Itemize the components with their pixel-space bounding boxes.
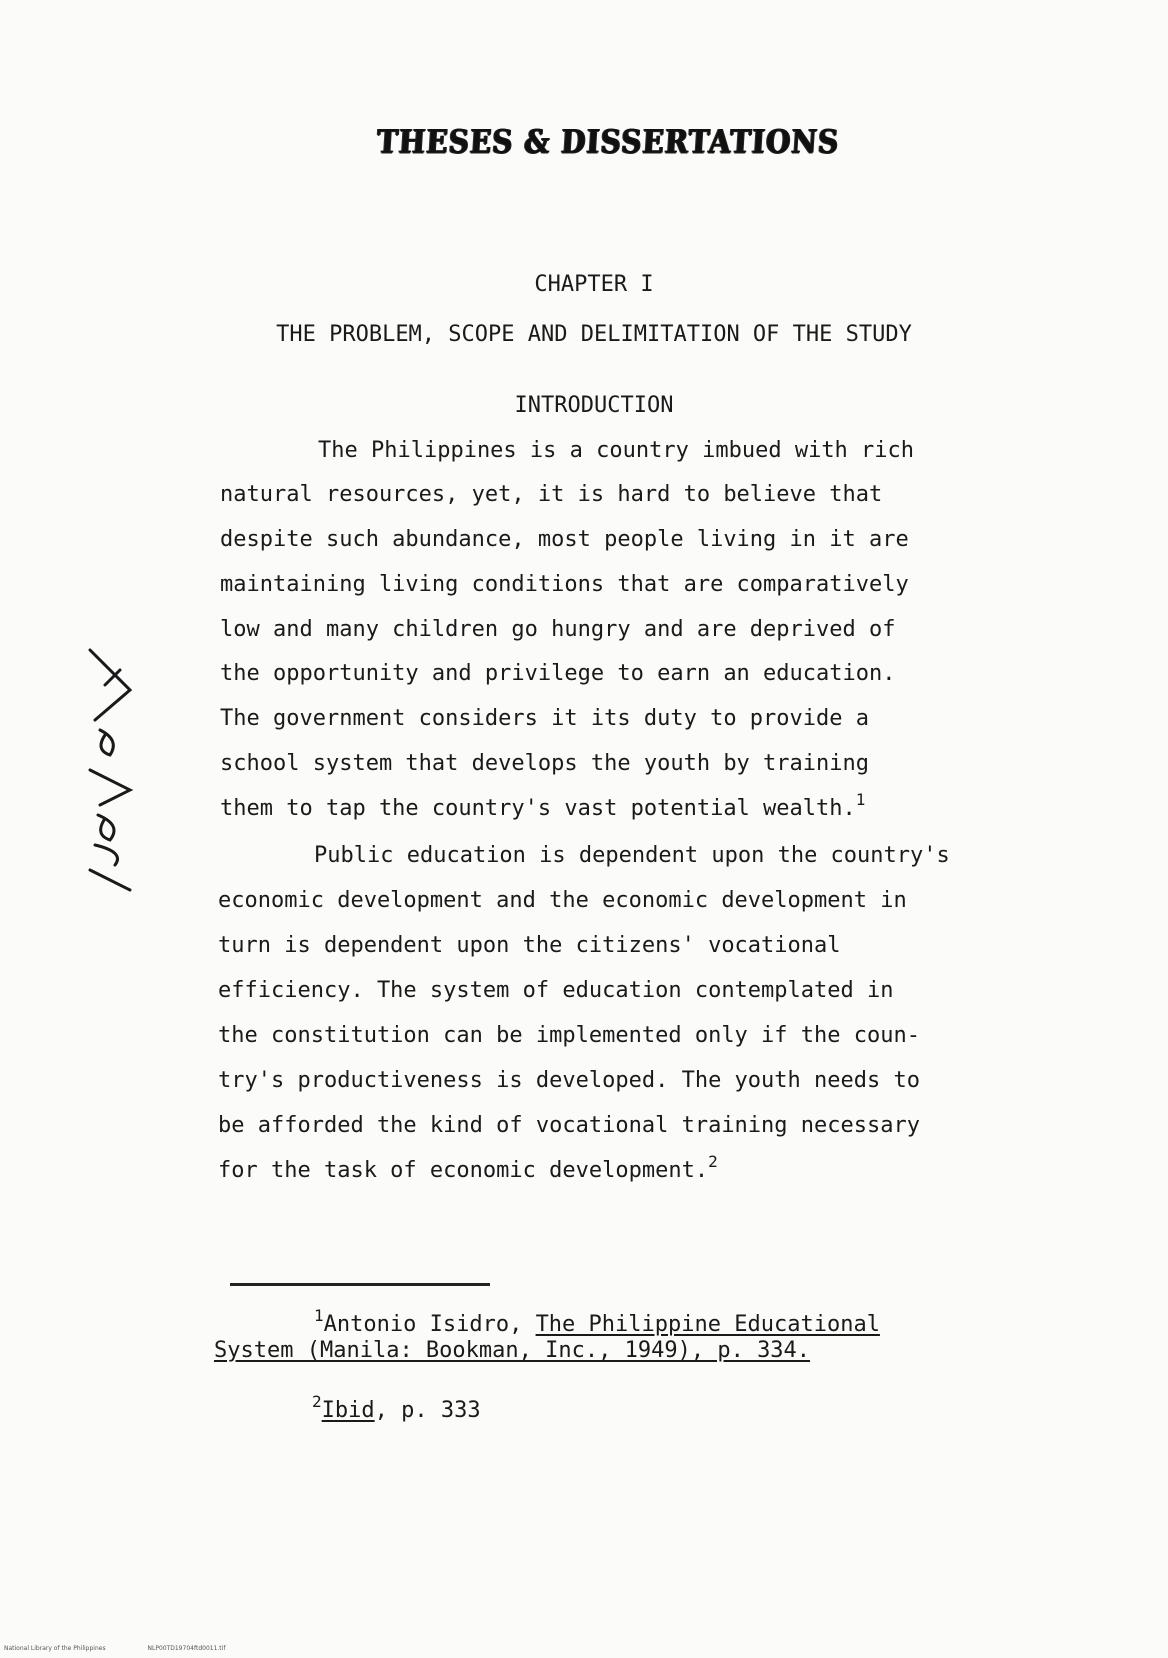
footnote-2-mark: 2 bbox=[312, 1392, 322, 1411]
handwritten-stroke bbox=[90, 870, 130, 890]
body-line-6: the opportunity and privilege to earn an education. bbox=[220, 661, 896, 686]
body-line-8: school system that develops the youth by training bbox=[220, 751, 870, 776]
handwritten-stroke bbox=[90, 770, 130, 805]
scan-footer bbox=[4, 1645, 265, 1652]
footer-library: National Library of the Philippines bbox=[4, 1645, 106, 1652]
body-line-7: The government considers it its duty to provide a bbox=[220, 706, 870, 731]
footnote-2-ibid: Ibid bbox=[321, 1398, 375, 1423]
handwritten-stroke bbox=[90, 650, 130, 720]
handwritten-stroke bbox=[100, 730, 113, 755]
body-line-10: Public education is dependent upon the country's bbox=[314, 843, 950, 868]
footnote-1-line-2 bbox=[214, 1338, 810, 1364]
body-line-15: try's productiveness is developed. The youth needs to bbox=[218, 1068, 920, 1093]
footnote-1-mark: 1 bbox=[314, 1306, 324, 1325]
body-line-13: efficiency. The system of education contemplated in bbox=[218, 978, 894, 1003]
body-line-16: be afforded the kind of vocational training necessary bbox=[218, 1113, 920, 1138]
theses-dissertations-stamp bbox=[375, 122, 841, 160]
body-line-5: low and many children go hungry and are deprived of bbox=[220, 617, 896, 642]
footnote-1-line-1 bbox=[314, 1306, 880, 1338]
footnote-1-title-b: System bbox=[214, 1338, 294, 1363]
stamp-text: THESES & DISSERTATIONS bbox=[375, 122, 841, 160]
chapter-number: CHAPTER I bbox=[534, 272, 654, 297]
body-line-12: turn is dependent upon the citizens' vocational bbox=[218, 933, 841, 958]
body-line-17 bbox=[218, 1152, 718, 1185]
footer-file: NLP00TD19704ftd0011.tif bbox=[147, 1645, 226, 1652]
handwritten-call-number bbox=[60, 640, 150, 900]
handwritten-stroke bbox=[95, 845, 118, 865]
footnote-1-author: Antonio Isidro, bbox=[323, 1312, 536, 1337]
body-line-17-text: for the task of economic development. bbox=[218, 1158, 709, 1183]
body-line-9 bbox=[220, 790, 866, 823]
body-line-2: natural resources, yet, it is hard to believe that bbox=[220, 482, 883, 507]
body-line-1: The Philippines is a country imbued with rich bbox=[318, 438, 915, 463]
section-heading: INTRODUCTION bbox=[514, 393, 674, 418]
footnote-1-rest: (Manila: Bookman, Inc., 1949), p. 334. bbox=[293, 1338, 811, 1363]
footnote-1-title-a: The Philippine Educational bbox=[535, 1312, 880, 1337]
body-line-3: despite such abundance, most people living in it are bbox=[220, 527, 909, 552]
footnote-2-rest: , p. 333 bbox=[374, 1398, 481, 1423]
body-line-11: economic development and the economic development in bbox=[218, 888, 907, 913]
body-line-14: the constitution can be implemented only if the coun- bbox=[218, 1023, 920, 1048]
chapter-title: THE PROBLEM, SCOPE AND DELIMITATION OF THE STUDY bbox=[276, 322, 912, 347]
footnote-ref-1: 1 bbox=[855, 790, 866, 809]
footnote-2 bbox=[312, 1392, 481, 1424]
footnote-ref-2: 2 bbox=[708, 1152, 718, 1171]
handwritten-stroke bbox=[98, 815, 114, 840]
body-line-9-text: them to tap the country's vast potential wealth. bbox=[220, 796, 856, 821]
footnote-separator bbox=[230, 1283, 490, 1286]
body-line-4: maintaining living conditions that are comparatively bbox=[220, 572, 909, 597]
